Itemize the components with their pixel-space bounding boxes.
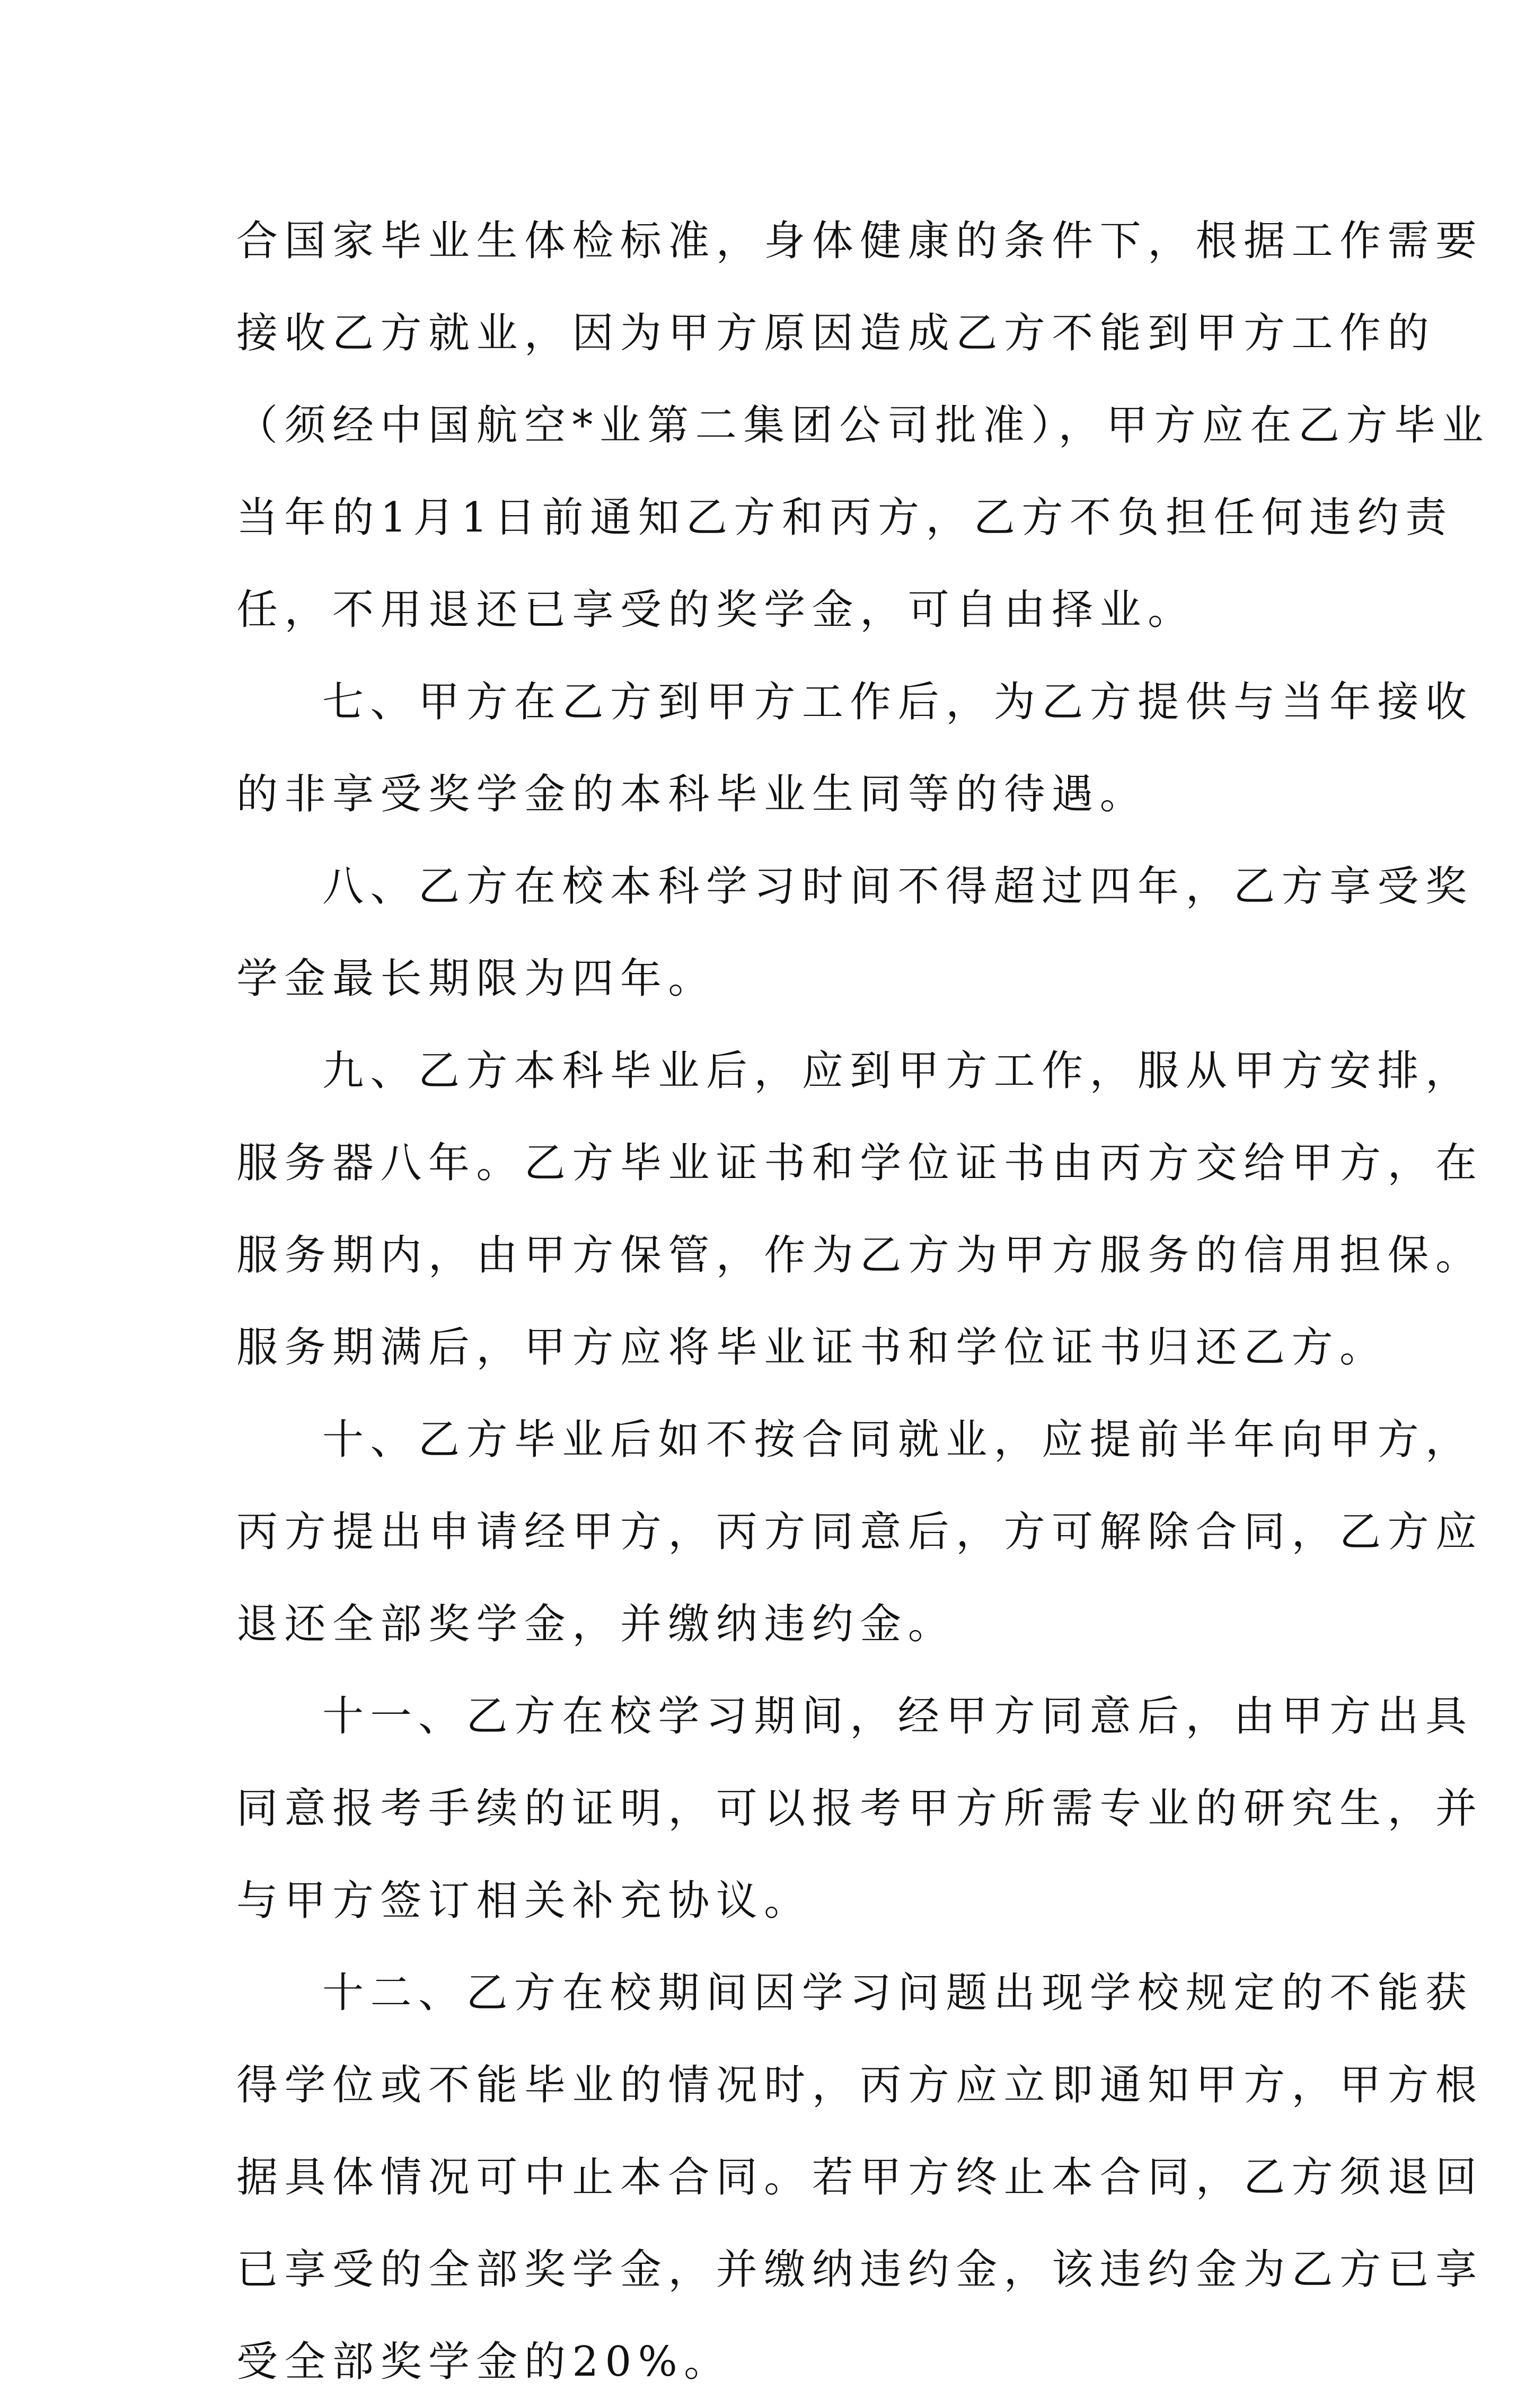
text-line: 丙方提出申请经甲方，丙方同意后，方可解除合同，乙方应 [236,1508,1484,1556]
text-line: （须经中国航空*业第二集团公司批准），甲方应在乙方毕业 [236,402,1490,449]
text-line: 学金最长期限为四年。 [236,955,716,1003]
paragraph-9 [236,1025,1484,1394]
text-line: 十一、乙方在校学习期间，经甲方同意后，由甲方出具 [322,1693,1474,1740]
text-line: 得学位或不能毕业的情况时，丙方应立即通知甲方，甲方根 [236,2061,1484,2109]
text-line: 服务期内，由甲方保管，作为乙方为甲方服务的信用担保。 [236,1232,1484,1279]
paragraph-10 [236,1394,1484,1670]
text-line: 接收乙方就业，因为甲方原因造成乙方不能到甲方工作的 [236,309,1436,357]
text-line: 已享受的全部奖学金，并缴纳违约金，该违约金为乙方已享 [236,2246,1484,2294]
paragraph-11 [236,1670,1484,1947]
paragraph-8 [236,840,1474,1025]
text-line: 受全部奖学金的20%。 [236,2338,732,2386]
text-line: 据具体情况可中止本合同。若甲方终止本合同，乙方须退回 [236,2154,1484,2201]
text-line: 九、乙方本科毕业后，应到甲方工作，服从甲方安排， [322,1047,1474,1095]
text-line: 十二、乙方在校期间因学习问题出现学校规定的不能获 [322,1969,1474,2017]
paragraph-12 [236,1947,1484,2408]
text-line: 退还全部奖学金，并缴纳违约金。 [236,1600,956,1648]
text-line: 任，不用退还已享受的奖学金，可自由择业。 [236,586,1196,634]
text-line: 的非享受奖学金的本科毕业生同等的待遇。 [236,771,1148,818]
text-line: 十、乙方毕业后如不按合同就业，应提前半年向甲方， [322,1416,1474,1464]
text-line: 合国家毕业生体检标准，身体健康的条件下，根据工作需要 [236,217,1484,265]
paragraph-continuation [236,195,1490,656]
document-body [236,195,1490,2408]
text-line: 当年的1月1日前通知乙方和丙方，乙方不负担任何违约责 [236,494,1453,542]
text-line: 同意报考手续的证明，可以报考甲方所需专业的研究生，并 [236,1785,1484,1832]
text-line: 八、乙方在校本科学习时间不得超过四年，乙方享受奖 [322,863,1474,910]
paragraph-7 [236,656,1474,840]
text-line: 七、甲方在乙方到甲方工作后，为乙方提供与当年接收 [322,678,1474,726]
text-line: 与甲方签订相关补充协议。 [236,1877,812,1925]
text-line: 服务器八年。乙方毕业证书和学位证书由丙方交给甲方，在 [236,1139,1484,1187]
text-line: 服务期满后，甲方应将毕业证书和学位证书归还乙方。 [236,1324,1388,1371]
